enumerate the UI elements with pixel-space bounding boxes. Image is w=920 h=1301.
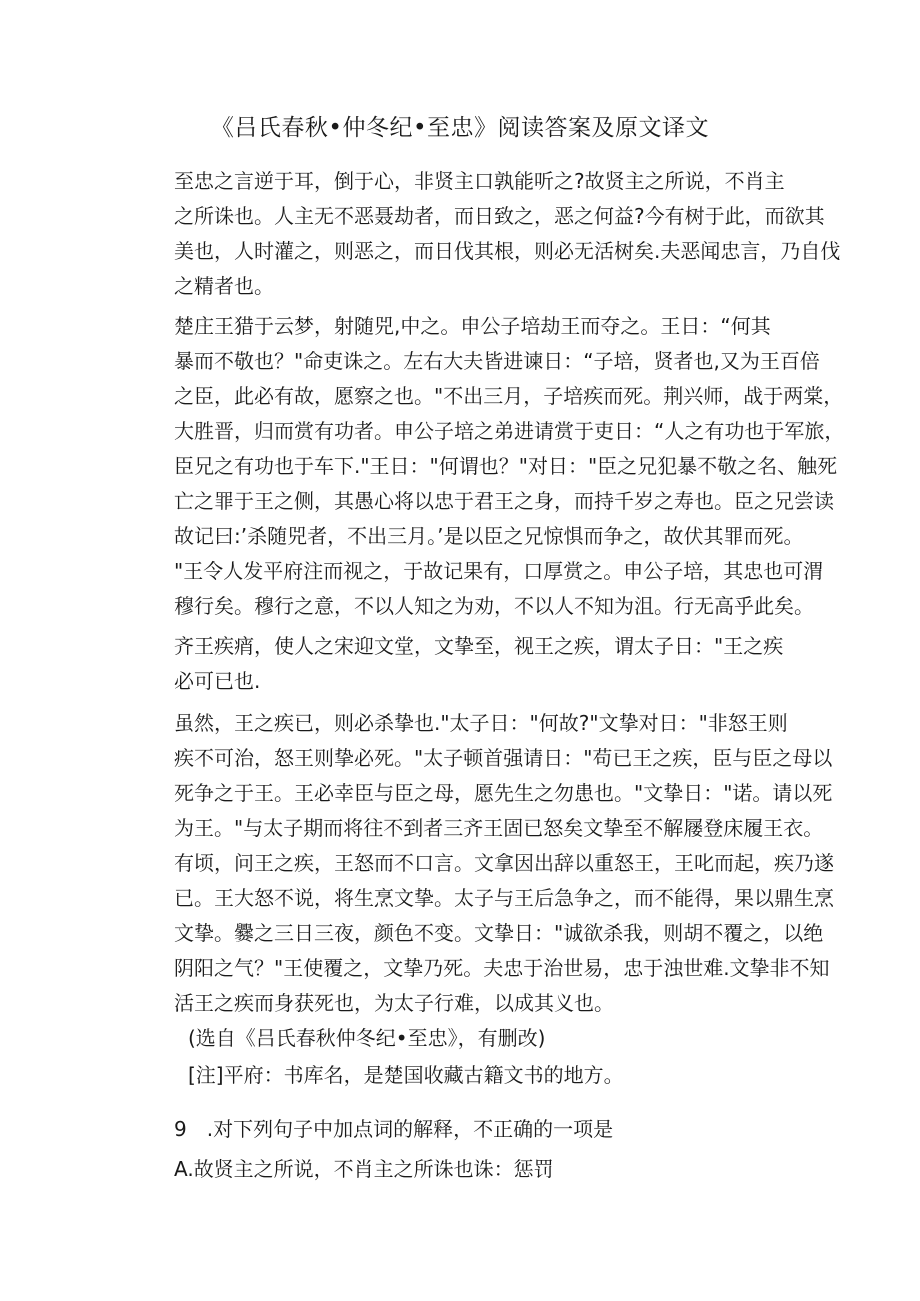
text-line: 至忠之言逆于耳，倒于心，非贤主口孰能听之?故贤主之所说，不肖主 (174, 169, 785, 193)
text-line: 疾不可治，怒王则挚必死。"太子顿首强请日："苟已王之疾，臣与臣之母以 (174, 746, 833, 770)
text-line: "王令人发平府注而视之，于故记果有，口厚赏之。申公子培，其忠也可渭 (174, 559, 824, 583)
text-line: 已。王大怒不说，将生烹文挚。太子与王后急争之，而不能得，果以鼎生烹 (174, 886, 834, 910)
question-option-a: A.故贤主之所说，不肖主之所诛也诛：惩罚 (174, 1157, 554, 1181)
paragraph-4 (134, 706, 834, 1021)
text-line: 为王。"与太子期而将往不到者三齐王固已怒矣文挚至不解屦登床履王衣。 (174, 816, 824, 840)
text-line: 有顷，问王之疾，王怒而不口言。文拿因出辞以重怒王，王叱而起，疾乃遂 (174, 851, 834, 875)
text-line: 臣兄之有功也于车下."王日："何谓也？"对日："臣之兄犯暴不敬之名、触死 (174, 454, 838, 478)
text-line: 文挚。爨之三日三夜，颜色不变。文挚日："诚欲杀我，则胡不覆之，以绝 (174, 921, 824, 945)
text-line: 亡之罪于王之侧，其愚心将以忠于君王之身，而持千岁之寿也。臣之兄尝读 (174, 489, 834, 513)
text-line: 死争之于王。王必幸臣与臣之母，愿先生之勿患也。"文挚日："诺。请以死 (174, 781, 833, 805)
source-citation: (选自《吕氏春秋仲冬纪•至忠》，有删改) (188, 1026, 546, 1050)
text-line: 活王之疾而身获死也，为太子行难，以成其义也。 (174, 991, 614, 1015)
paragraph-3 (134, 629, 808, 699)
document-title: 《吕氏春秋•仲冬纪•至忠》阅读答案及原文译文 (210, 115, 710, 141)
text-line: 楚庄王猎于云梦，射随兕,中之。申公子培劫王而夺之。王日：“何其 (174, 314, 771, 338)
text-line: 虽然，王之疾已，则必杀挚也."太子日："何故?"文挚对日："非怒王则 (174, 711, 788, 735)
text-line: 穆行矣。穆行之意，不以人知之为劝，不以人不知为沮。行无高乎此矣。 (174, 594, 814, 618)
article-body (134, 164, 845, 1093)
text-line: 齐王疾痟，使人之宋迎文堂，文挚至，视王之疾，谓太子日："王之疾 (174, 634, 784, 658)
text-line: 必可已也. (174, 669, 261, 693)
text-line: 暴而不敬也？"命吏诛之。左右大夫皆进谏日：“子培，贤者也,又为王百倍 (174, 349, 820, 373)
question-stem: 9 .对下列句子中加点词的解释，不正确的一项是 (174, 1117, 614, 1141)
question-block (174, 1112, 613, 1187)
text-line: 阴阳之气？"王使覆之，文挚乃死。夫忠于治世易，忠于浊世难.文挚非不知 (174, 956, 830, 980)
paragraph-1 (134, 164, 841, 304)
paragraph-2 (134, 309, 845, 624)
text-line: 之臣，此必有故，愿察之也。"不出三月，子培疾而死。荆兴师，战于两棠， (174, 384, 844, 408)
text-line: 大胜晋，归而赏有功者。申公子培之弟进请赏于吏日：“人之有功也于军旅， (174, 419, 845, 443)
text-line: 故记曰:’杀随兕者，不出三月。’是以臣之兄惊惧而争之，故伏其罪而死。 (174, 524, 804, 548)
text-line: 美也，人时灌之，则恶之，而日伐其根，则必无活树矣.夫恶闻忠言，乃自伐 (174, 239, 841, 263)
text-line: 之精者也。 (174, 274, 274, 298)
text-line: 之所诛也。人主无不恶聂劫者，而日致之，恶之何益?今有树于此，而欲其 (174, 204, 825, 228)
annotation-note: [注]平府：书库名，是楚国收藏古籍文书的地方。 (188, 1063, 624, 1087)
